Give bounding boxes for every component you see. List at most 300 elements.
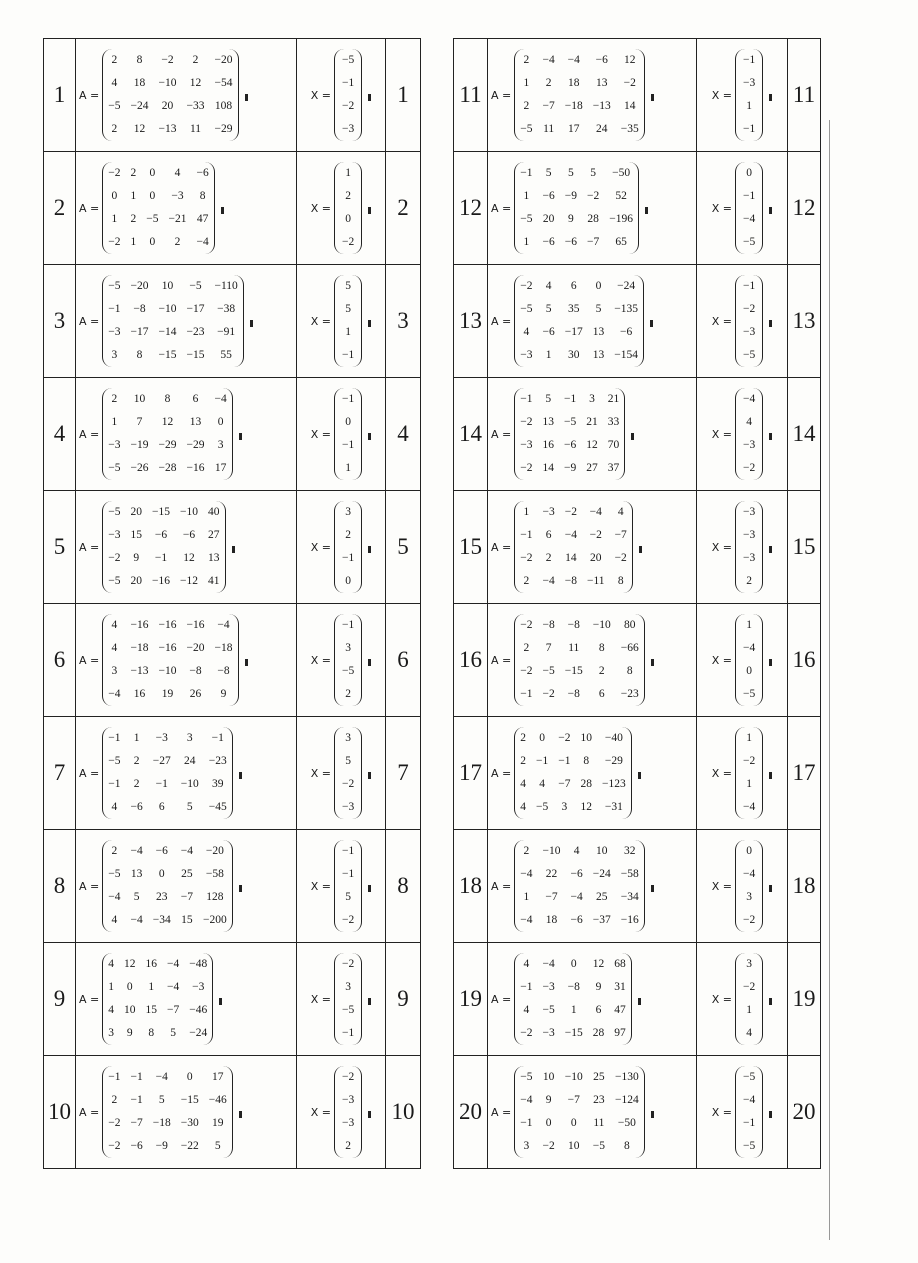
matrix-row bbox=[515, 185, 638, 208]
matrix-entry: −2 bbox=[542, 688, 555, 700]
matrix-entry: 8 bbox=[199, 190, 206, 202]
separator-mark bbox=[368, 885, 371, 892]
separator-mark bbox=[368, 320, 371, 327]
matrix-row bbox=[103, 501, 224, 524]
matrix-entry: −4 bbox=[130, 914, 143, 926]
matrix-a-label: A = bbox=[79, 766, 100, 780]
vector-entry: −3 bbox=[743, 506, 756, 518]
matrix-a-cell bbox=[76, 378, 297, 491]
vector-entry: 5 bbox=[345, 280, 351, 292]
matrix-entry: −5 bbox=[520, 123, 533, 135]
vector-entry: 2 bbox=[345, 190, 351, 202]
vector-x-label: X = bbox=[310, 766, 331, 780]
matrix-a-cell bbox=[488, 152, 697, 265]
matrix-entry: 15 bbox=[181, 914, 193, 926]
matrix-entry: −5 bbox=[536, 801, 549, 813]
matrix-entry: −4 bbox=[180, 845, 193, 857]
matrix-entry: 2 bbox=[130, 213, 137, 225]
matrix-entry: 2 bbox=[111, 123, 118, 135]
matrix-entry: −3 bbox=[155, 732, 168, 744]
matrix-entry: 8 bbox=[164, 393, 171, 405]
matrix-entry: −58 bbox=[205, 868, 224, 880]
variant-number: 19 bbox=[454, 943, 488, 1056]
matrix-entry: 5 bbox=[214, 1140, 221, 1152]
vector-entry: −1 bbox=[743, 54, 756, 66]
matrix-entry: −7 bbox=[542, 100, 555, 112]
matrix-entry: 2 bbox=[545, 77, 552, 89]
matrix-row bbox=[103, 637, 237, 660]
vector-x-label: X = bbox=[711, 992, 732, 1006]
matrix-entry: −14 bbox=[158, 326, 177, 338]
matrix-entry: 4 bbox=[111, 619, 118, 631]
vector-entry: −2 bbox=[743, 303, 756, 315]
matrix-entry: −6 bbox=[130, 801, 143, 813]
matrix-row bbox=[515, 118, 644, 141]
matrix-row bbox=[103, 95, 237, 118]
matrix-entry: 70 bbox=[607, 439, 620, 451]
matrix-entry: −3 bbox=[108, 439, 121, 451]
matrix-entry: −5 bbox=[108, 868, 121, 880]
matrix-entry: −8 bbox=[133, 303, 146, 315]
matrix-a bbox=[102, 162, 215, 254]
variant-number-right: 20 bbox=[788, 1056, 821, 1169]
matrix-a-label: A = bbox=[79, 88, 100, 102]
matrix-entry: 9 bbox=[133, 552, 140, 564]
matrix-entry: −15 bbox=[152, 506, 170, 518]
matrix-entry: 11 bbox=[568, 642, 580, 654]
matrix-entry: 68 bbox=[614, 958, 626, 970]
matrix-entry: 41 bbox=[208, 575, 220, 587]
variant-number: 1 bbox=[44, 39, 76, 152]
vector-x bbox=[334, 388, 362, 480]
matrix-row bbox=[515, 1135, 644, 1158]
matrix-entry: −24 bbox=[189, 1027, 208, 1039]
matrix-entry: −29 bbox=[214, 123, 233, 135]
separator-mark bbox=[239, 1111, 242, 1118]
matrix-row bbox=[103, 524, 224, 547]
variant-row bbox=[44, 717, 421, 830]
matrix-entry: −4 bbox=[108, 688, 121, 700]
matrix-entry: −1 bbox=[520, 167, 533, 179]
matrix-entry: −6 bbox=[595, 54, 608, 66]
matrix-a bbox=[102, 840, 233, 932]
matrix-entry: −16 bbox=[152, 575, 170, 587]
matrix-row bbox=[515, 434, 624, 457]
matrix-entry: −50 bbox=[617, 1117, 636, 1129]
matrix-row bbox=[515, 570, 632, 593]
matrix-entry: −2 bbox=[623, 77, 636, 89]
matrix-entry: −7 bbox=[130, 1117, 143, 1129]
vector-entry: −3 bbox=[342, 1094, 355, 1106]
matrix-entry: −2 bbox=[564, 506, 577, 518]
variant-row bbox=[454, 604, 821, 717]
matrix-a-cell bbox=[76, 491, 297, 604]
matrix-entry: 1 bbox=[545, 349, 552, 361]
variant-row bbox=[454, 152, 821, 265]
matrix-entry: −5 bbox=[520, 1071, 533, 1083]
matrix-entry: 2 bbox=[523, 54, 530, 66]
vector-entry: −2 bbox=[342, 1071, 355, 1083]
vector-x-cell bbox=[297, 265, 386, 378]
vector-x-label: X = bbox=[310, 88, 331, 102]
matrix-entry: −10 bbox=[542, 845, 561, 857]
vector-x-cell bbox=[297, 491, 386, 604]
matrix-entry: −7 bbox=[545, 891, 558, 903]
vector-entry: 1 bbox=[345, 167, 351, 179]
matrix-entry: −5 bbox=[189, 280, 202, 292]
matrix-row bbox=[103, 796, 232, 819]
vector-x bbox=[735, 614, 763, 706]
matrix-entry: −2 bbox=[108, 1117, 121, 1129]
separator-mark bbox=[769, 1111, 772, 1118]
matrix-row bbox=[103, 185, 214, 208]
matrix-entry: 4 bbox=[523, 1004, 530, 1016]
matrix-entry: 2 bbox=[133, 778, 140, 790]
matrix-entry: −4 bbox=[542, 575, 555, 587]
vector-x bbox=[735, 162, 763, 254]
matrix-row bbox=[515, 614, 644, 637]
vector-entry: 3 bbox=[746, 891, 752, 903]
vector-entry: −1 bbox=[743, 1117, 756, 1129]
matrix-a-cell bbox=[76, 265, 297, 378]
matrix-row bbox=[103, 49, 237, 72]
vector-x bbox=[334, 1066, 362, 1158]
matrix-entry: −2 bbox=[108, 167, 121, 179]
matrix-entry: 4 bbox=[111, 914, 118, 926]
separator-mark bbox=[368, 546, 371, 553]
vector-x-cell bbox=[697, 265, 788, 378]
vector-entry: 4 bbox=[746, 1027, 752, 1039]
matrix-entry: 6 bbox=[545, 529, 552, 541]
matrix-row bbox=[103, 298, 243, 321]
vector-entry: 5 bbox=[345, 755, 351, 767]
variant-row bbox=[44, 491, 421, 604]
vector-x bbox=[334, 162, 362, 254]
matrix-entry: −4 bbox=[108, 891, 121, 903]
matrix-entry: 15 bbox=[130, 529, 142, 541]
matrix-entry: 30 bbox=[568, 349, 580, 361]
matrix-entry: −2 bbox=[108, 552, 121, 564]
matrix-a-cell bbox=[76, 152, 297, 265]
matrix-entry: 2 bbox=[111, 1094, 118, 1106]
matrix-a-cell bbox=[488, 378, 697, 491]
matrix-entry: 18 bbox=[568, 77, 580, 89]
matrix-entry: 4 bbox=[111, 642, 118, 654]
matrix-entry: −5 bbox=[108, 280, 121, 292]
matrix-entry: 7 bbox=[136, 416, 143, 428]
matrix-row bbox=[515, 1022, 631, 1045]
matrix-entry: 8 bbox=[583, 755, 590, 767]
matrix-entry: 2 bbox=[523, 100, 530, 112]
matrix-entry: 1 bbox=[523, 506, 530, 518]
matrix-entry: 5 bbox=[133, 891, 140, 903]
variant-number-right: 18 bbox=[788, 830, 821, 943]
matrix-row bbox=[515, 162, 638, 185]
matrix-row bbox=[515, 976, 631, 999]
matrix-entry: 108 bbox=[214, 100, 233, 112]
matrix-entry: 0 bbox=[149, 167, 156, 179]
variant-number-right: 1 bbox=[386, 39, 421, 152]
matrix-entry: −10 bbox=[180, 506, 198, 518]
matrix-entry: −2 bbox=[161, 54, 174, 66]
matrix-entry: 9 bbox=[595, 981, 602, 993]
variant-number-right: 19 bbox=[788, 943, 821, 1056]
matrix-entry: 12 bbox=[586, 439, 598, 451]
matrix-entry: −91 bbox=[217, 326, 236, 338]
matrix-entry: −9 bbox=[564, 462, 577, 474]
matrix-entry: 21 bbox=[607, 393, 620, 405]
matrix-entry: 3 bbox=[561, 801, 568, 813]
matrix-entry: −24 bbox=[617, 280, 636, 292]
matrix-entry: 10 bbox=[161, 280, 174, 292]
variant-row bbox=[454, 943, 821, 1056]
matrix-entry: −1 bbox=[155, 778, 168, 790]
matrix-a-label: A = bbox=[491, 766, 512, 780]
matrix-entry: −1 bbox=[108, 303, 121, 315]
matrix-entry: −54 bbox=[214, 77, 233, 89]
matrix-entry: −5 bbox=[108, 462, 121, 474]
matrix-entry: −28 bbox=[158, 462, 177, 474]
variant-row bbox=[44, 830, 421, 943]
matrix-entry: 20 bbox=[590, 552, 602, 564]
variant-number: 18 bbox=[454, 830, 488, 943]
matrix-a bbox=[514, 1066, 645, 1158]
vector-entry: −1 bbox=[743, 190, 756, 202]
matrix-entry: 3 bbox=[111, 665, 118, 677]
variant-row bbox=[44, 1056, 421, 1169]
matrix-entry: −2 bbox=[520, 1027, 533, 1039]
matrix-entry: 15 bbox=[145, 1004, 157, 1016]
separator-mark bbox=[368, 94, 371, 101]
vector-entry: −5 bbox=[743, 349, 756, 361]
matrix-entry: 6 bbox=[598, 688, 605, 700]
matrix-entry: 2 bbox=[111, 54, 118, 66]
variant-number-right: 3 bbox=[386, 265, 421, 378]
matrix-entry: 4 bbox=[520, 801, 526, 813]
matrix-entry: −58 bbox=[620, 868, 639, 880]
variant-number-right: 14 bbox=[788, 378, 821, 491]
separator-mark bbox=[769, 885, 772, 892]
variant-number-right: 16 bbox=[788, 604, 821, 717]
matrix-entry: 1 bbox=[523, 77, 530, 89]
matrix-entry: 4 bbox=[617, 506, 624, 518]
matrix-entry: 13 bbox=[592, 349, 605, 361]
vector-entry: −3 bbox=[743, 552, 756, 564]
matrix-entry: 13 bbox=[596, 77, 608, 89]
matrix-entry: −5 bbox=[146, 213, 159, 225]
matrix-entry: −1 bbox=[211, 732, 224, 744]
matrix-entry: 5 bbox=[568, 167, 574, 179]
vector-entry: 2 bbox=[345, 688, 351, 700]
matrix-entry: −3 bbox=[108, 529, 121, 541]
matrix-a bbox=[514, 840, 645, 932]
matrix-entry: 10 bbox=[542, 1071, 555, 1083]
matrix-entry: 5 bbox=[186, 801, 193, 813]
matrix-row bbox=[515, 727, 631, 750]
matrix-row bbox=[103, 863, 232, 886]
matrix-entry: 18 bbox=[133, 77, 146, 89]
vector-entry: −5 bbox=[743, 688, 756, 700]
matrix-entry: 13 bbox=[542, 416, 554, 428]
vector-x-label: X = bbox=[711, 1105, 732, 1119]
matrix-a bbox=[102, 501, 225, 593]
vector-entry: −3 bbox=[743, 529, 756, 541]
matrix-entry: −20 bbox=[205, 845, 224, 857]
matrix-entry: −7 bbox=[167, 1004, 180, 1016]
matrix-entry: −15 bbox=[186, 349, 205, 361]
matrix-entry: 13 bbox=[592, 326, 605, 338]
vector-entry: 2 bbox=[746, 575, 752, 587]
variant-number: 3 bbox=[44, 265, 76, 378]
matrix-entry: 1 bbox=[111, 416, 118, 428]
matrix-entry: 6 bbox=[158, 801, 165, 813]
variant-number-right: 17 bbox=[788, 717, 821, 830]
matrix-entry: −2 bbox=[520, 280, 533, 292]
separator-mark bbox=[769, 320, 772, 327]
matrix-entry: 1 bbox=[570, 1004, 577, 1016]
matrix-entry: 2 bbox=[545, 552, 552, 564]
vector-entry: 2 bbox=[345, 529, 351, 541]
matrix-entry: 4 bbox=[523, 326, 530, 338]
matrix-entry: 5 bbox=[158, 1094, 165, 1106]
vector-entry: −4 bbox=[743, 801, 756, 813]
vector-entry: −1 bbox=[743, 123, 756, 135]
matrix-entry: −6 bbox=[196, 167, 209, 179]
vector-entry: 0 bbox=[746, 845, 752, 857]
matrix-entry: 8 bbox=[624, 1140, 630, 1152]
matrix-entry: 12 bbox=[580, 801, 592, 813]
matrix-entry: −34 bbox=[620, 891, 639, 903]
matrix-row bbox=[515, 953, 631, 976]
matrix-entry: −6 bbox=[542, 236, 555, 248]
matrix-entry: 24 bbox=[184, 755, 196, 767]
vector-entry: 3 bbox=[746, 958, 752, 970]
matrix-entry: −1 bbox=[130, 1094, 143, 1106]
vector-entry: −1 bbox=[342, 393, 355, 405]
matrix-entry: −20 bbox=[130, 280, 149, 292]
matrix-entry: −40 bbox=[604, 732, 623, 744]
matrix-a bbox=[102, 727, 233, 819]
matrix-entry: −1 bbox=[536, 755, 549, 767]
matrix-row bbox=[515, 840, 644, 863]
vector-entry: −3 bbox=[342, 123, 355, 135]
matrix-entry: −5 bbox=[108, 755, 121, 767]
matrix-row bbox=[103, 660, 237, 683]
separator-mark bbox=[245, 659, 248, 666]
matrix-entry: −5 bbox=[108, 506, 121, 518]
matrix-entry: 16 bbox=[542, 439, 554, 451]
vector-entry: −4 bbox=[743, 642, 756, 654]
matrix-entry: 0 bbox=[158, 868, 165, 880]
matrix-entry: 2 bbox=[174, 236, 181, 248]
matrix-entry: −5 bbox=[108, 100, 121, 112]
matrix-a bbox=[514, 49, 645, 141]
separator-mark bbox=[250, 320, 253, 327]
separator-mark bbox=[769, 546, 772, 553]
matrix-entry: −3 bbox=[192, 981, 205, 993]
variant-number: 5 bbox=[44, 491, 76, 604]
matrix-row bbox=[515, 72, 644, 95]
matrix-entry: 3 bbox=[523, 1140, 530, 1152]
matrix-entry: 0 bbox=[570, 1117, 577, 1129]
vector-entry: 5 bbox=[345, 891, 351, 903]
vector-x-label: X = bbox=[310, 540, 331, 554]
matrix-entry: 0 bbox=[149, 236, 156, 248]
matrix-row bbox=[103, 840, 232, 863]
vector-entry: −3 bbox=[743, 439, 756, 451]
matrix-entry: 23 bbox=[593, 1094, 605, 1106]
matrix-entry: 25 bbox=[596, 891, 608, 903]
matrix-a-label: A = bbox=[491, 88, 512, 102]
vector-x bbox=[334, 727, 362, 819]
matrix-row bbox=[103, 976, 212, 999]
vector-entry: −1 bbox=[342, 845, 355, 857]
matrix-a-label: A = bbox=[491, 653, 512, 667]
matrix-entry: 13 bbox=[130, 868, 143, 880]
vector-entry: 1 bbox=[746, 732, 752, 744]
vector-entry: −1 bbox=[342, 868, 355, 880]
matrix-a-cell bbox=[76, 943, 297, 1056]
matrix-entry: −5 bbox=[542, 665, 555, 677]
matrix-entry: −7 bbox=[558, 778, 571, 790]
matrix-entry: −6 bbox=[570, 868, 583, 880]
matrix-entry: −17 bbox=[564, 326, 583, 338]
variant-row bbox=[454, 265, 821, 378]
matrix-entry: −8 bbox=[567, 981, 580, 993]
matrix-entry: −2 bbox=[520, 416, 533, 428]
vector-x-label: X = bbox=[310, 427, 331, 441]
matrix-entry: −7 bbox=[180, 891, 193, 903]
matrix-entry: −18 bbox=[130, 642, 149, 654]
vector-entry: −1 bbox=[342, 349, 355, 361]
variant-row bbox=[44, 378, 421, 491]
matrix-entry: 1 bbox=[523, 891, 530, 903]
matrix-entry: −1 bbox=[154, 552, 168, 564]
matrix-entry: 10 bbox=[580, 732, 592, 744]
matrix-entry: 2 bbox=[111, 393, 118, 405]
vector-entry: 4 bbox=[746, 416, 752, 428]
vector-entry: 1 bbox=[746, 778, 752, 790]
matrix-entry: 6 bbox=[570, 280, 577, 292]
matrix-a-cell bbox=[488, 943, 697, 1056]
matrix-entry: 9 bbox=[126, 1027, 133, 1039]
matrix-entry: 17 bbox=[568, 123, 580, 135]
matrix-entry: 0 bbox=[595, 280, 602, 292]
variant-row bbox=[454, 717, 821, 830]
matrix-entry: 52 bbox=[615, 190, 627, 202]
vector-entry: 1 bbox=[746, 1004, 752, 1016]
matrix-entry: −3 bbox=[171, 190, 184, 202]
matrix-row bbox=[515, 863, 644, 886]
separator-mark bbox=[368, 433, 371, 440]
matrix-entry: 19 bbox=[161, 688, 174, 700]
matrix-entry: 0 bbox=[126, 981, 133, 993]
matrix-entry: 2 bbox=[130, 167, 137, 179]
matrix-entry: −1 bbox=[108, 1071, 121, 1083]
matrix-entry: −13 bbox=[130, 665, 149, 677]
matrix-a-label: A = bbox=[79, 314, 100, 328]
matrix-a-label: A = bbox=[79, 1105, 100, 1119]
matrix-row bbox=[515, 796, 631, 819]
matrix-a-label: A = bbox=[79, 540, 100, 554]
matrix-a-cell bbox=[488, 1056, 697, 1169]
matrix-entry: −17 bbox=[130, 326, 149, 338]
matrix-entry: −8 bbox=[567, 619, 580, 631]
vector-entry: 3 bbox=[345, 981, 351, 993]
matrix-entry: −4 bbox=[542, 958, 555, 970]
matrix-row bbox=[515, 750, 631, 773]
matrix-entry: −24 bbox=[130, 100, 149, 112]
